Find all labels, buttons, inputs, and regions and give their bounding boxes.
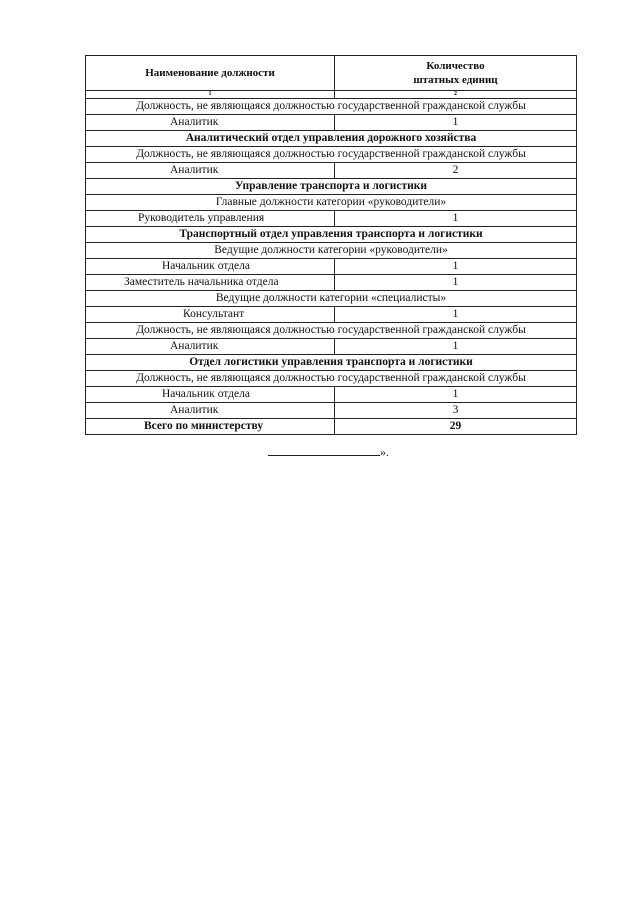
total-value: 29 [335,419,577,435]
position-count: 1 [335,211,577,227]
category-label: Должность, не являющаяся должностью государственной гражданской службы [86,371,577,387]
position-count: 1 [335,115,577,131]
position-name: Аналитик [86,403,335,419]
position-count: 1 [335,259,577,275]
position-row [86,387,577,403]
column-number-2: 2 [335,91,577,99]
position-count: 1 [335,275,577,291]
position-name: Заместитель начальника отдела [86,275,335,291]
position-row [86,339,577,355]
total-row [86,419,577,435]
section-heading: Отдел логистики управления транспорта и логистики [86,355,577,371]
position-row [86,259,577,275]
category-row [86,371,577,387]
category-label: Должность, не являющаяся должностью государственной гражданской службы [86,147,577,163]
position-count: 3 [335,403,577,419]
total-label: Всего по министерству [86,419,335,435]
section-heading-row [86,227,577,243]
section-heading-row [86,179,577,195]
position-count: 1 [335,307,577,323]
category-row [86,195,577,211]
section-heading: Аналитический отдел управления дорожного хозяйства [86,131,577,147]
position-row [86,403,577,419]
position-count: 1 [335,387,577,403]
column-number-1: 1 [86,91,335,99]
closing-line [268,445,389,459]
position-count: 1 [335,339,577,355]
position-name: Аналитик [86,339,335,355]
closing-quote: ». [380,445,389,459]
signature-underline [268,445,380,456]
position-name: Начальник отдела [86,259,335,275]
staff-table [85,55,577,435]
position-row [86,275,577,291]
category-label: Главные должности категории «руководители» [86,195,577,211]
category-label: Должность, не являющаяся должностью государственной гражданской службы [86,323,577,339]
category-row [86,291,577,307]
category-label: Ведущие должности категории «специалисты» [86,291,577,307]
category-row [86,323,577,339]
position-name: Аналитик [86,115,335,131]
category-row [86,99,577,115]
section-heading: Управление транспорта и логистики [86,179,577,195]
staff-table-container [85,55,576,435]
position-row [86,163,577,179]
category-label: Должность, не являющаяся должностью государственной гражданской службы [86,99,577,115]
category-label: Ведущие должности категории «руководители» [86,243,577,259]
position-name: Начальник отдела [86,387,335,403]
position-row [86,115,577,131]
position-name: Аналитик [86,163,335,179]
header-staff-count-line1: Количество [426,60,485,72]
column-number-row [86,91,577,99]
header-row [86,56,577,91]
header-staff-count [335,56,577,91]
category-row [86,243,577,259]
position-count: 2 [335,163,577,179]
section-heading-row [86,355,577,371]
header-staff-count-line2: штатных единиц [413,74,498,86]
position-name: Руководитель управления [86,211,335,227]
position-name: Консультант [86,307,335,323]
staff-table-body [86,56,577,435]
section-heading: Транспортный отдел управления транспорта и логистики [86,227,577,243]
position-row [86,211,577,227]
category-row [86,147,577,163]
header-position-name: Наименование должности [86,56,335,91]
position-row [86,307,577,323]
section-heading-row [86,131,577,147]
